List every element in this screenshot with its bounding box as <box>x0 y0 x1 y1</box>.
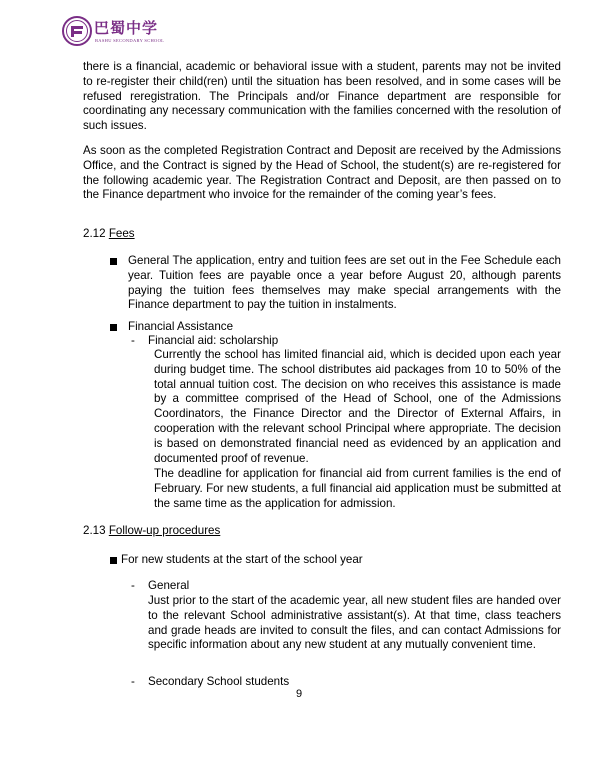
general-title: General <box>148 579 190 592</box>
school-logo <box>62 16 165 48</box>
paragraph-reregistration-issues: there is a financial, academic or behavioral issue with a student, parents may not be invited to re-register their child(ren) until the situation has been resolved, and in some cases will be refused reregistration. The Principals and/or Finance department are responsible for coordinating any necessary communication with the families concerned with the resolution of such issues. <box>83 60 561 133</box>
financial-aid-paragraph: Currently the school has limited financial aid, which is decided upon each year during budget time. The school distributes aid packages from 10 to 50% of the total annual tuition cost. The decision on who receives this assistance is made by a committee comprised of the Head of School, one of the Admissions Coordinators, the Finance Director and the Director of External Affairs, in cooperation with the relevant school Principal where appropriate. The decision is based on demonstrated financial need as evidenced by an application and documented proof of revenue. <box>154 348 561 465</box>
dash-marker: - <box>131 675 135 688</box>
section-heading-follow-up <box>83 524 220 539</box>
financial-aid-title: Financial aid: scholarship <box>148 334 279 347</box>
section-number: 2.13 <box>83 524 106 537</box>
logo-chinese-name: 巴蜀中学 <box>94 19 159 37</box>
page-number: 9 <box>296 688 303 700</box>
square-bullet-icon <box>110 258 117 265</box>
square-bullet-icon <box>110 557 117 564</box>
new-students-label: For new students at the start of the school year <box>121 553 363 566</box>
financial-assistance-label: Financial Assistance <box>128 320 234 333</box>
section-title: Fees <box>108 227 135 240</box>
logo-english-name: BASHU SECONDARY SCHOOL <box>95 38 165 43</box>
dash-marker: - <box>131 579 135 592</box>
section-number: 2.12 <box>83 227 106 240</box>
secondary-students-title: Secondary School students <box>148 675 290 688</box>
square-bullet-icon <box>110 324 117 331</box>
fees-general-text: General The application, entry and tuition fees are set out in the Fee Schedule each year. Tuition fees are payable once a year before August 20, although parents paying the tuition fees themselves may make special arrangements with the Finance department to pay the tuition in instalments. <box>128 254 561 312</box>
section-heading-fees <box>83 227 135 242</box>
financial-aid-deadline-paragraph: The deadline for application for financial aid from current families is the end of February. For new students, a full financial aid application must be submitted at the same time as the application for admission. <box>154 467 561 510</box>
section-title: Follow-up procedures <box>108 524 221 537</box>
paragraph-registration-contract: As soon as the completed Registration Contract and Deposit are received by the Admissions Office, and the Contract is signed by the Head of School, the student(s) are re-registered for the following academic year. The Registration Contract and Deposit, are then passed on to the Finance department who invoice for the remainder of the coming year’s fees. <box>83 144 561 202</box>
school-emblem-icon <box>62 16 92 46</box>
dash-marker: - <box>131 334 135 347</box>
general-paragraph: Just prior to the start of the academic year, all new student files are handed over to the relevant School administrative assistant(s). At that time, class teachers and grade heads are invited to consult the files, and can contact Admissions for specific information about any new student at any mutually convenient time. <box>148 594 561 652</box>
